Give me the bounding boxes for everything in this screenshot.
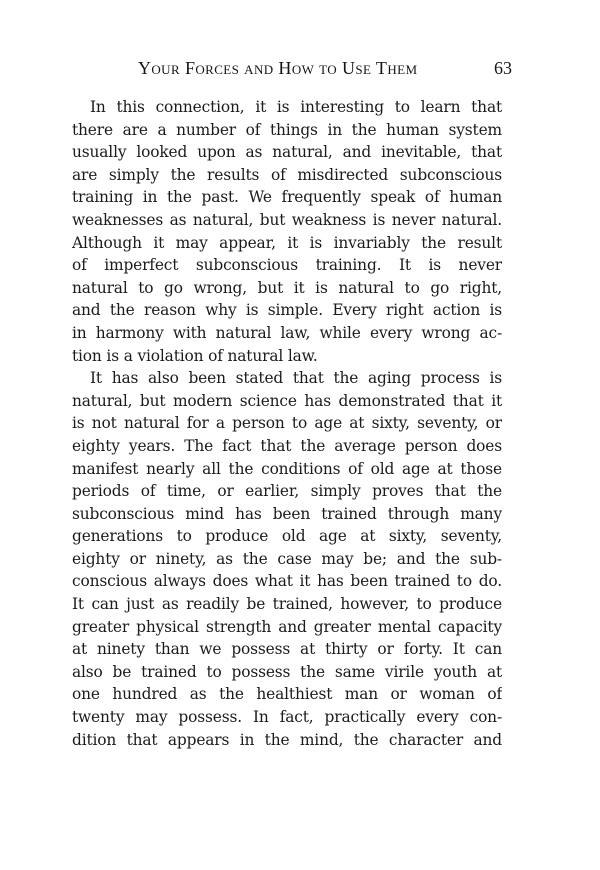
- text-line: dition that appears in the mind, the character and: [72, 730, 502, 749]
- text-line: of imperfect subconscious training. It is never: [72, 256, 502, 275]
- text-line: one hundred as the healthiest man or woman of: [72, 685, 502, 704]
- text-line: In this connection, it is interesting to learn that: [90, 98, 502, 116]
- paragraph-2: [72, 367, 502, 751]
- text-line: usually looked upon as natural, and inevitable, that: [72, 143, 502, 162]
- text-line: natural to go wrong, but it is natural to go right,: [72, 278, 502, 297]
- text-line: periods of time, or earlier, simply proves that the: [72, 482, 502, 501]
- text-line: training in the past. We frequently speak of human: [72, 188, 502, 207]
- text-line: natural, but modern science has demonstrated that it: [72, 391, 502, 410]
- text-line: generations to produce old age at sixty, seventy,: [72, 527, 502, 546]
- page-number: 63: [494, 58, 512, 78]
- text-line: It has also been stated that the aging process is: [90, 369, 502, 388]
- running-head: [128, 58, 512, 82]
- running-title: Your Forces and How to Use Them: [138, 58, 418, 78]
- text-line: tion is a violation of natural law.: [72, 346, 318, 365]
- text-line: manifest nearly all the conditions of old age at those: [72, 459, 502, 478]
- text-line: are simply the results of misdirected subconscious: [72, 165, 502, 184]
- body-text: [72, 96, 502, 751]
- text-line: eighty or ninety, as the case may be; and the sub-: [72, 549, 502, 568]
- text-line: is not natural for a person to age at sixty, seventy, or: [72, 414, 502, 433]
- text-line: Although it may appear, it is invariably the result: [72, 233, 502, 252]
- text-line: weaknesses as natural, but weakness is never natural.: [72, 210, 502, 229]
- text-line: greater physical strength and greater mental capacity: [72, 617, 502, 636]
- text-line: also be trained to possess the same virile youth at: [72, 662, 502, 681]
- text-line: conscious always does what it has been trained to do.: [72, 572, 502, 591]
- text-line: It can just as readily be trained, however, to produce: [72, 595, 502, 614]
- text-line: and the reason why is simple. Every right action is: [72, 301, 502, 320]
- text-line: eighty years. The fact that the average person does: [72, 436, 502, 455]
- text-line: twenty may possess. In fact, practically every con-: [72, 708, 502, 727]
- paragraph-1: [72, 96, 502, 367]
- text-line: in harmony with natural law, while every wrong ac-: [72, 323, 502, 342]
- text-line: there are a number of things in the human system: [72, 120, 502, 139]
- text-line: subconscious mind has been trained through many: [72, 504, 502, 523]
- text-line: at ninety than we possess at thirty or forty. It can: [72, 640, 502, 659]
